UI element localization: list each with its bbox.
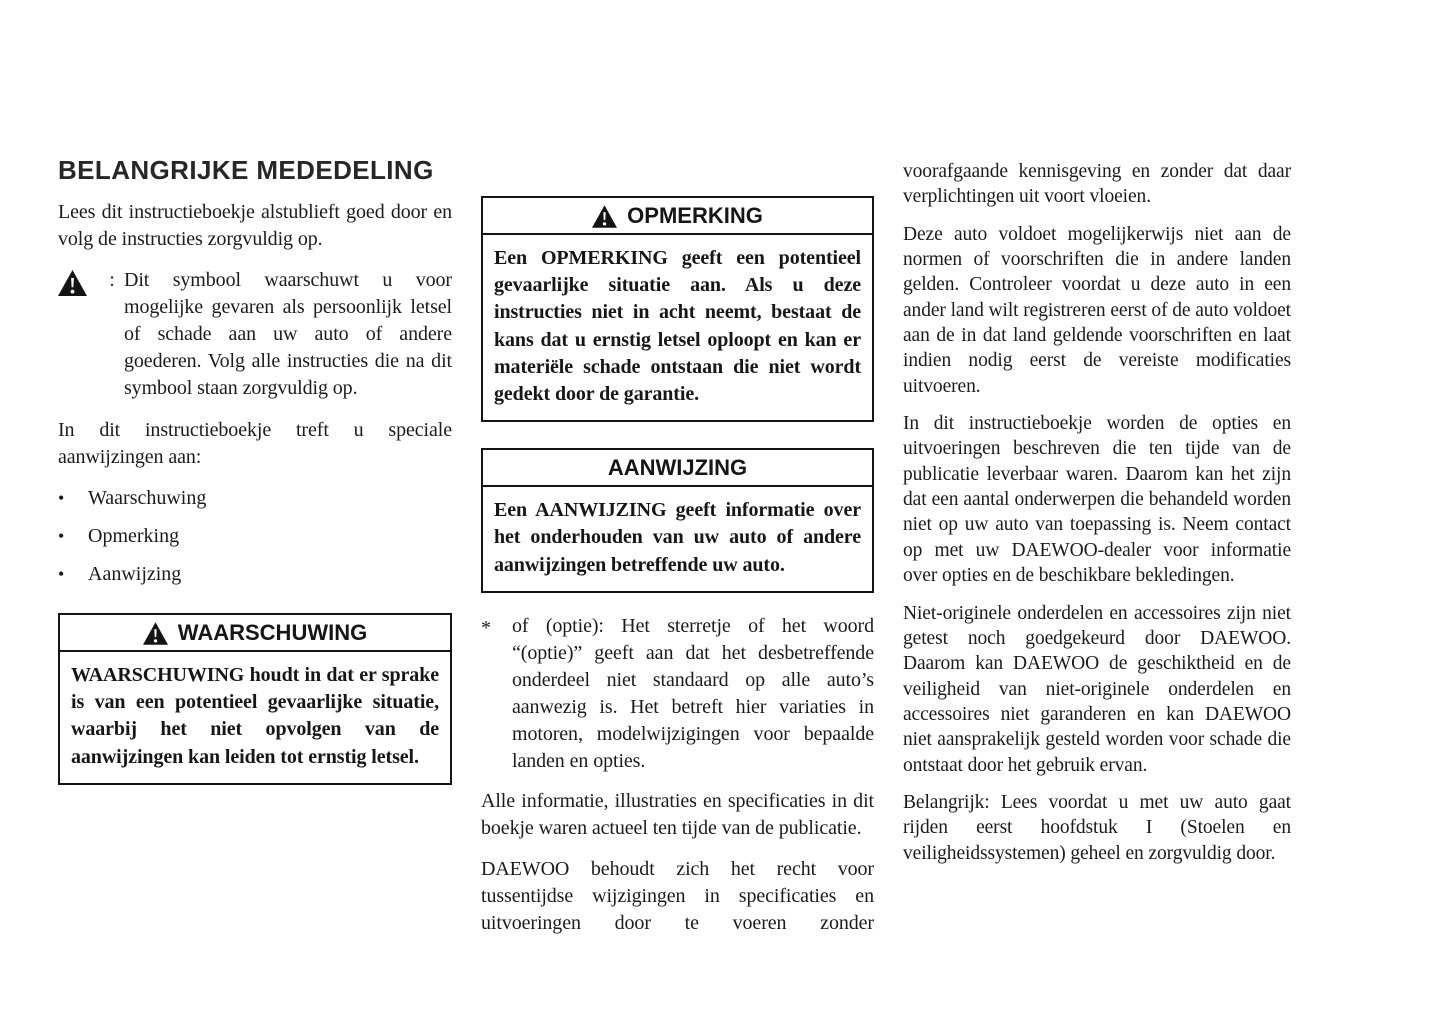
- opmerking-box-body: Een OPMERKING geeft een potentieel gevaarlijke situatie aan. Als u deze instructies niet in acht neemt, bestaat de kans dat u ernstig letsel oploopt en kan er materiële schade ontstaan die niet wordt gedekt door de garantie.: [494, 247, 861, 405]
- warning-box-body: WAARSCHUWING houdt in dat er sprake is van een potentieel gevaarlijke situatie, waarbij het niet opvolgen van de aanwijzingen kan leiden tot ernstig letsel.: [71, 664, 439, 768]
- special-notes-paragraph: In dit instructieboekje treft u speciale aanwijzingen aan:: [58, 419, 452, 468]
- option-footnote-text: of (optie): Het sterretje of het woord “(optie)” geeft aan dat het desbetreffende onderdeel niet standaard op alle auto’s aanwezig is. Het betreft hier variaties in motoren, modelwijzigingen voor bepaalde landen en opties.: [512, 614, 874, 772]
- aanwijzing-box-title: AANWIJZING: [607, 455, 748, 481]
- non-original-parts-paragraph: Niet-originele onderdelen en accessoires zijn niet getest noch goedgekeurd door DAEWOO. Daarom kan DAEWOO de geschiktheid en de veiligheid van niet-originele onderdelen en accessoires niet garanderen en kan DAEWOO niet aansprakelijk gesteld worden voor schade die ontstaat door het gebruik ervan.: [903, 602, 1291, 776]
- list-item: [58, 523, 452, 549]
- daewoo-rights-paragraph: DAEWOO behoudt zich het recht voor tussentijdse wijzigingen in specificaties en uitvoeringen door te voeren zonder: [481, 857, 874, 934]
- opmerking-box-header: [483, 198, 872, 235]
- bullet-label: Aanwijzing: [88, 563, 182, 585]
- aanwijzing-box-header: [483, 450, 872, 487]
- warning-triangle-icon: [58, 267, 100, 402]
- options-availability-paragraph: In dit instructieboekje worden de opties en uitvoeringen beschreven die ten tijde van de publicatie leverbaar waren. Daarom kan het zijn dat een aantal onderwerpen die behandeld worden niet op uw auto van toepassing is. Neem contact op met uw DAEWOO-dealer voor informatie over opties en de beschikbare bekledingen.: [903, 413, 1291, 587]
- asterisk-marker: *: [481, 616, 491, 639]
- right-column: [903, 155, 1291, 951]
- warning-box-header: [60, 615, 450, 652]
- opmerking-box-title: OPMERKING: [627, 203, 763, 228]
- warning-triangle-icon: [592, 205, 617, 228]
- intro-paragraph: Lees dit instructieboekje alstublieft goed door en volg de instructies zorgvuldig op.: [58, 201, 452, 250]
- left-column: [58, 155, 452, 951]
- notes-bullet-list: [58, 485, 452, 587]
- warning-triangle-icon: [143, 622, 168, 645]
- symbol-note-text: Dit symbool waarschuwt u voor mogelijke gevaren als persoonlijk letsel of schade aan uw auto of andere goederen. Volg alle instructies die na dit symbool staan zorgvuldig op.: [124, 269, 452, 399]
- aanwijzing-box: [481, 448, 874, 593]
- list-item: [58, 485, 452, 511]
- regulations-paragraph: Deze auto voldoet mogelijkerwijs niet aan de normen of voorschriften die in andere landen gelden. Controleer voordat u deze auto in een ander land wilt registreren eerst of de auto voldoet aan de in dat land geldende voorschriften en laat indien nodig eerst de vereiste modificaties uitvoeren.: [903, 223, 1291, 397]
- publication-paragraph: Alle informatie, illustraties en specificaties in dit boekje waren actueel ten tijde van de publicatie.: [481, 789, 874, 839]
- bullet-label: Opmerking: [88, 525, 180, 547]
- symbol-colon: :: [109, 269, 115, 291]
- bullet-icon: •: [58, 526, 65, 546]
- middle-column: [481, 155, 874, 951]
- page-columns: [58, 155, 1291, 951]
- important-note-paragraph: Belangrijk: Lees voordat u met uw auto gaat rijden eerst hoofdstuk I (Stoelen en veiligheidssystemen) geheel en zorgvuldig door.: [903, 791, 1291, 864]
- page-title: BELANGRIJKE MEDEDELING: [58, 155, 434, 185]
- continuation-paragraph: voorafgaande kennisgeving en zonder dat daar verplichtingen uit voort vloeien.: [903, 161, 1291, 208]
- opmerking-box: [481, 196, 874, 422]
- warning-box-title: WAARSCHUWING: [177, 620, 368, 645]
- bullet-icon: •: [58, 488, 65, 508]
- option-footnote: [481, 613, 874, 775]
- bullet-label: Waarschuwing: [88, 487, 207, 509]
- warning-symbol-note: [58, 267, 452, 402]
- list-item: [58, 561, 452, 587]
- bullet-icon: •: [58, 564, 65, 584]
- warning-box: [58, 613, 452, 785]
- aanwijzing-box-body: Een AANWIJZING geeft informatie over het onderhouden van uw auto of andere aanwijzingen betreffende uw auto.: [494, 499, 861, 576]
